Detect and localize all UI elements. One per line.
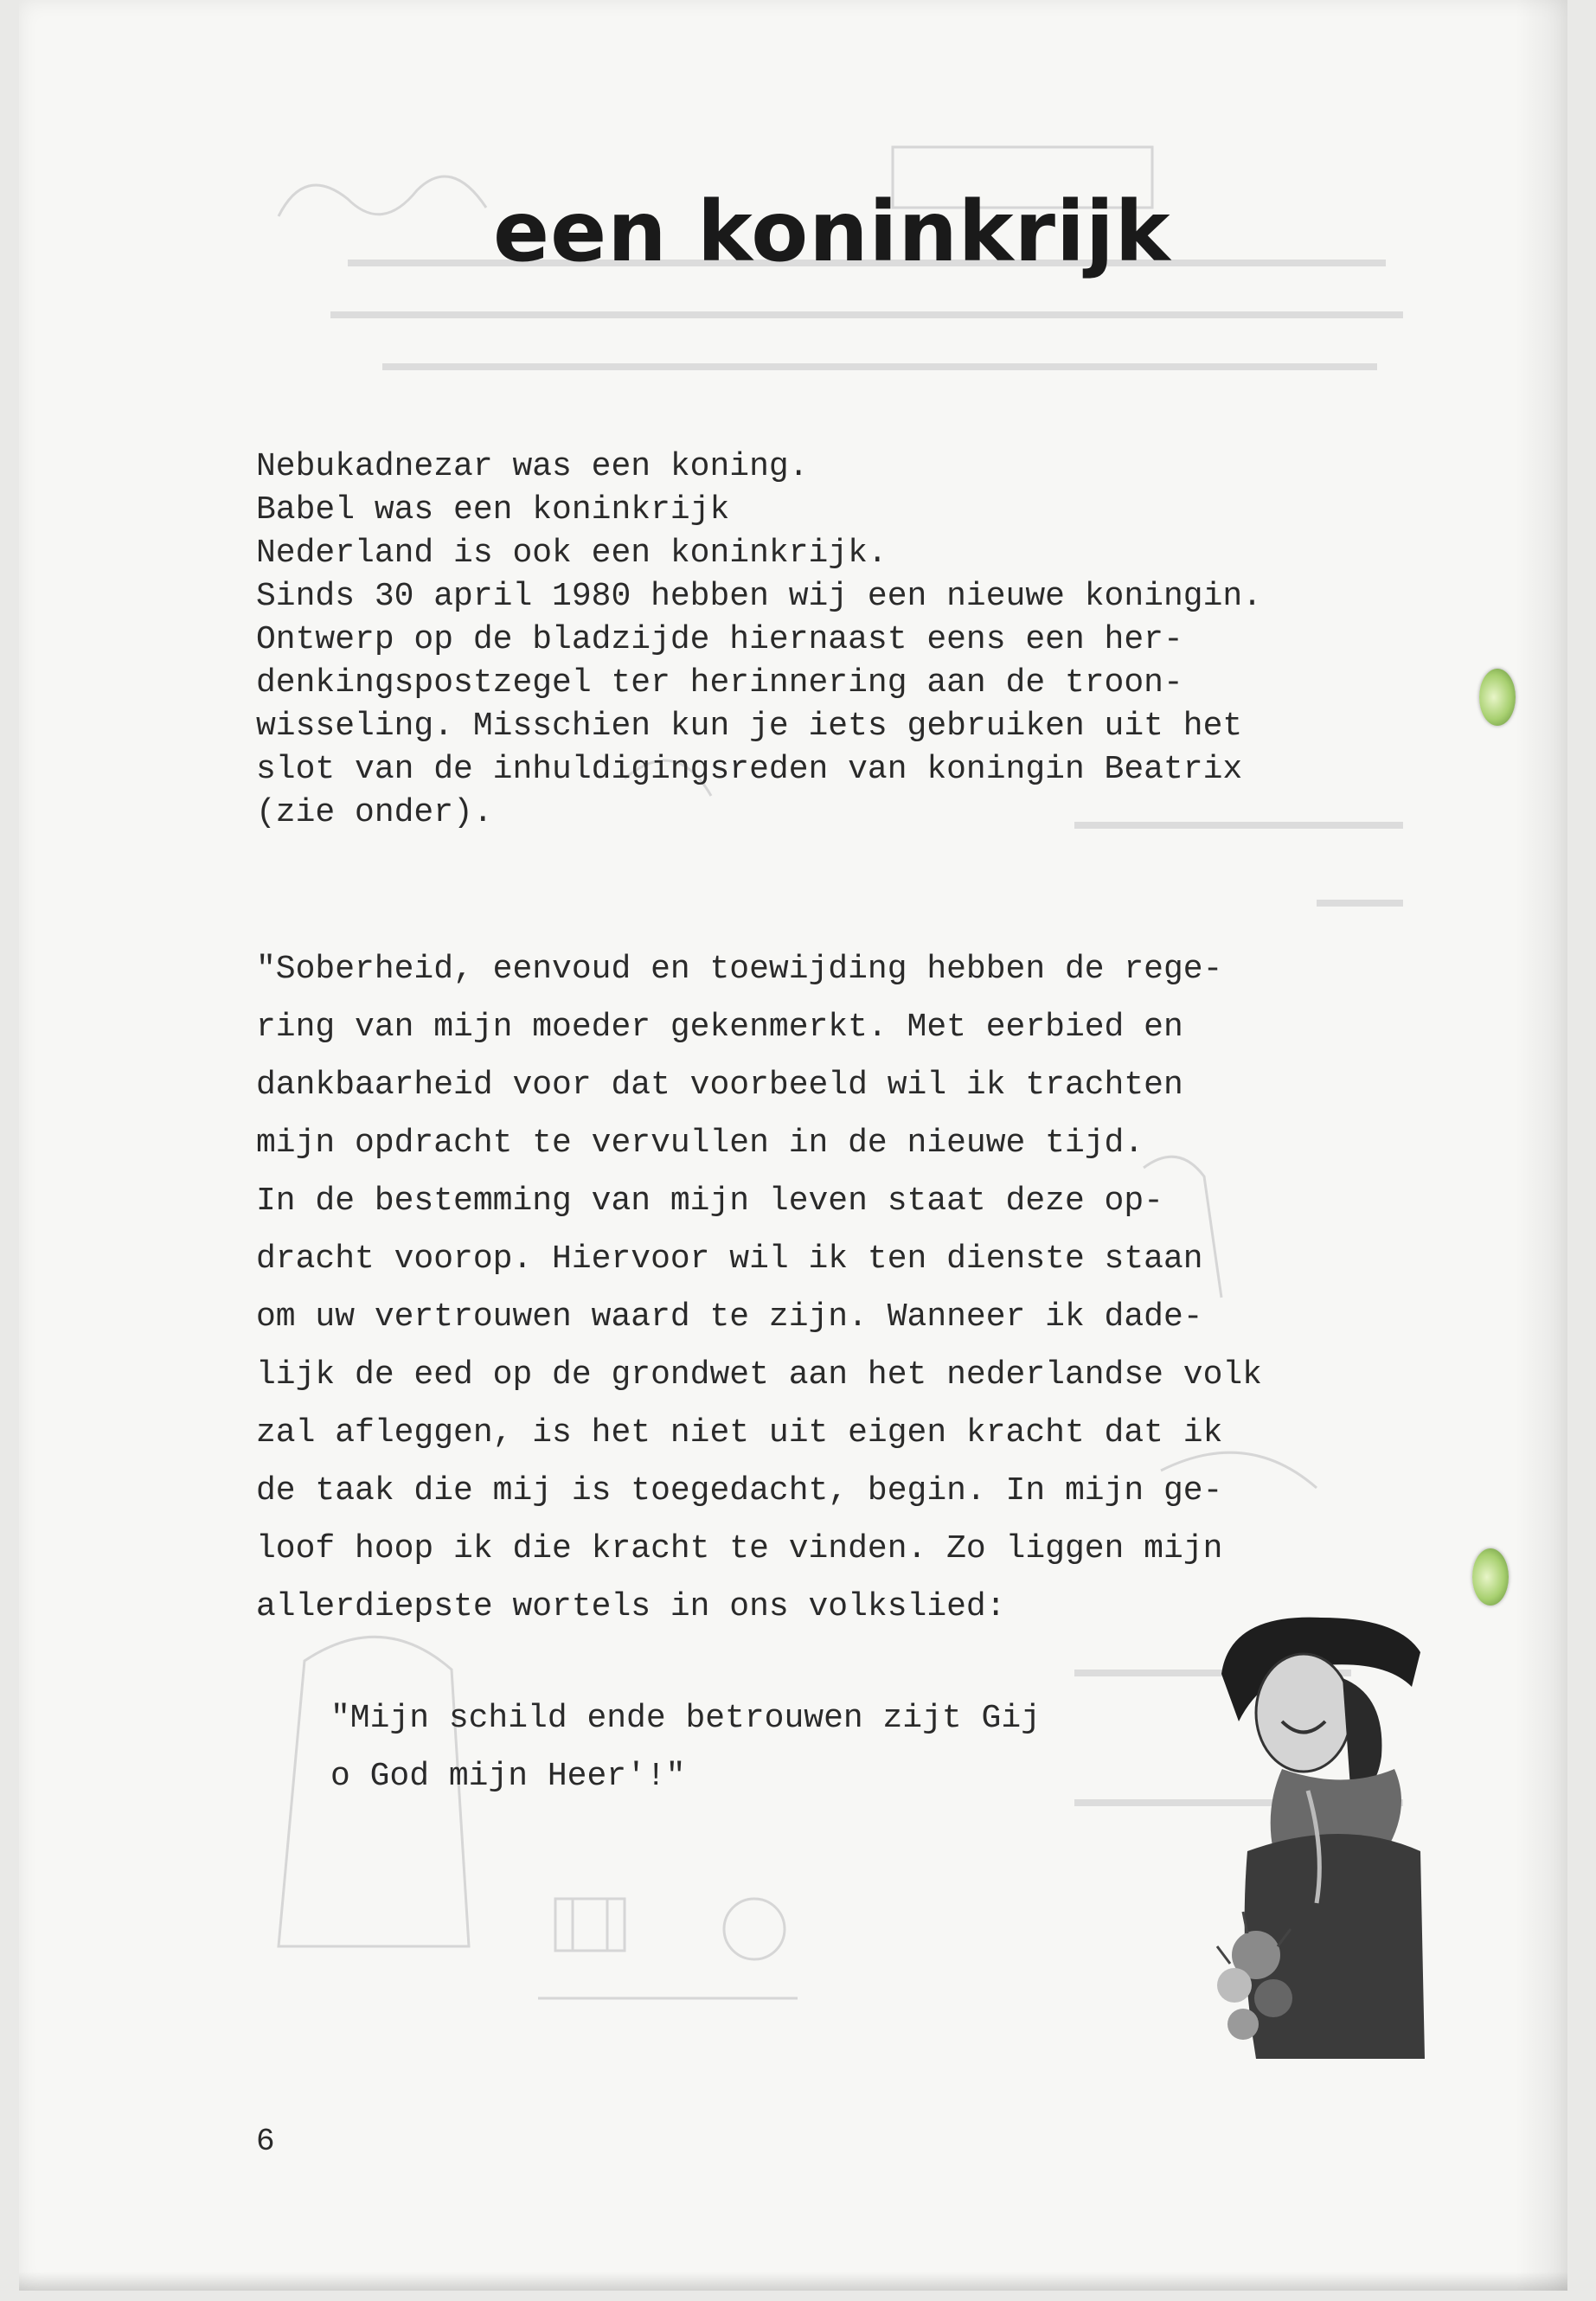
- binder-hole-icon: [1472, 1548, 1509, 1606]
- intro-paragraph: [256, 445, 1484, 835]
- intro-line: denkingspostzegel ter herinnering aan de troon-: [256, 664, 1183, 702]
- queen-portrait-photo: [1213, 1592, 1429, 2067]
- quote-line: In de bestemming van mijn leven staat deze op-: [256, 1183, 1163, 1220]
- intro-line: wisseling. Misschien kun je iets gebruiken uit het: [256, 708, 1243, 745]
- quote-line: dracht voorop. Hiervoor wil ik ten dienste staan: [256, 1240, 1203, 1278]
- intro-line: Ontwerp op de bladzijde hiernaast eens een her-: [256, 621, 1183, 658]
- binder-hole-icon: [1479, 669, 1516, 726]
- quote-line: allerdiepste wortels in ons volkslied:: [256, 1588, 1006, 1625]
- quote-line: om uw vertrouwen waard te zijn. Wanneer ik dade-: [256, 1298, 1203, 1336]
- quote-line: mijn opdracht te vervullen in de nieuwe tijd.: [256, 1125, 1144, 1162]
- intro-line: Sinds 30 april 1980 hebben wij een nieuwe koningin.: [256, 578, 1262, 615]
- quote-line: zal afleggen, is het niet uit eigen kracht dat ik: [256, 1414, 1223, 1452]
- page-shadow-right: [1516, 0, 1567, 2291]
- intro-line: (zie onder).: [256, 794, 493, 831]
- intro-line: Nederland is ook een koninkrijk.: [256, 535, 888, 572]
- intro-line: slot van de inhuldigingsreden van koningin Beatrix: [256, 751, 1243, 788]
- quote-line: lijk de eed op de grondwet aan het nederlandse volk: [256, 1356, 1262, 1394]
- anthem-line: "Mijn schild ende betrouwen zijt Gij: [330, 1700, 1041, 1737]
- page: [19, 0, 1567, 2291]
- quote-line: ring van mijn moeder gekenmerkt. Met eerbied en: [256, 1009, 1183, 1046]
- page-title: een koninkrijk: [493, 183, 1171, 280]
- anthem-line: o God mijn Heer'!": [330, 1758, 686, 1795]
- quote-line: loof hoop ik die kracht te vinden. Zo liggen mijn: [256, 1530, 1223, 1567]
- quote-line: de taak die mij is toegedacht, begin. In mijn ge-: [256, 1472, 1223, 1509]
- page-number: 6: [256, 2124, 275, 2159]
- anthem-quote: [330, 1689, 1041, 1805]
- quote-line: "Soberheid, eenvoud en toewijding hebben de rege-: [256, 951, 1223, 988]
- intro-line: Babel was een koninkrijk: [256, 491, 730, 529]
- page-shadow-bottom: [19, 2272, 1567, 2291]
- quote-line: dankbaarheid voor dat voorbeeld wil ik trachten: [256, 1067, 1183, 1104]
- intro-line: Nebukadnezar was een koning.: [256, 448, 809, 485]
- inauguration-quote: [256, 940, 1484, 1636]
